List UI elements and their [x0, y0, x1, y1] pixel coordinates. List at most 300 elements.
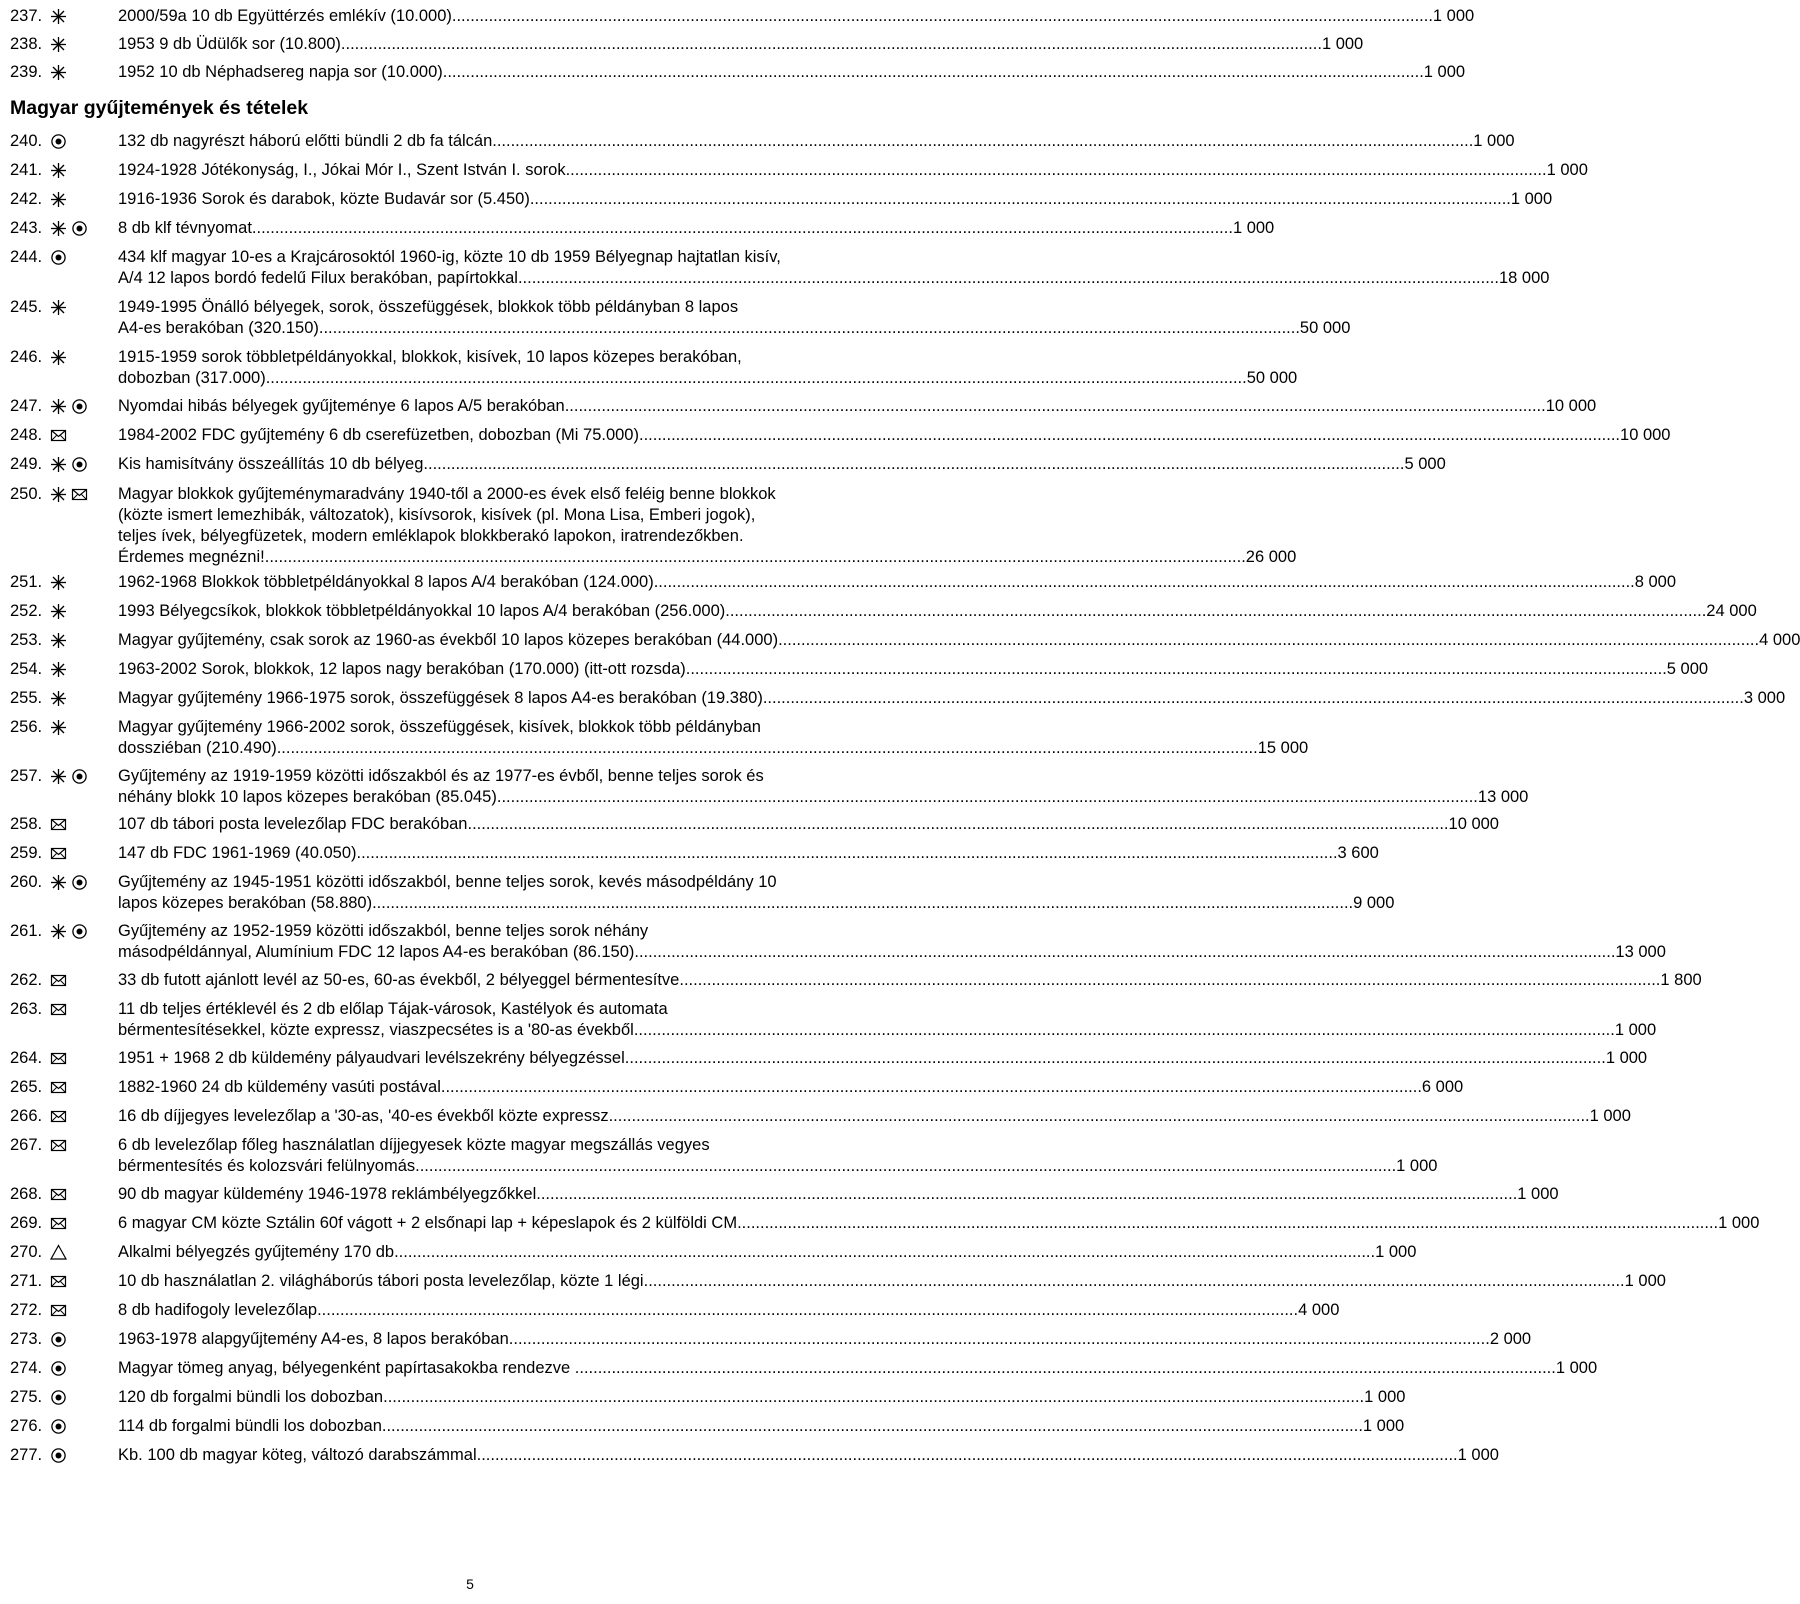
lot-number: 260.: [10, 873, 43, 891]
dot-leader: [357, 843, 1338, 864]
lot-description-last-line: [118, 1358, 1597, 1379]
lot-description: [118, 1184, 1559, 1205]
lot-description: [118, 1387, 1405, 1408]
lot-description-line: másodpéldánnyal, Alumínium FDC 12 lapos A4-es berakóban (86.150): [118, 943, 635, 961]
lot-description-last-line: [118, 843, 1379, 864]
used-icon: [71, 923, 88, 940]
lot-description-last-line: [118, 1020, 1656, 1041]
lot-description: [118, 717, 1308, 759]
unused-icon: [50, 456, 67, 473]
lot-description-line: 147 db FDC 1961-1969 (40.050): [118, 844, 357, 862]
cover-icon: [50, 816, 67, 833]
dot-leader: [477, 1445, 1458, 1466]
lot-price: 10 000: [1620, 426, 1671, 444]
used-icon: [50, 1418, 67, 1435]
lot-description-last-line: [118, 1213, 1759, 1234]
lot-price: 1 000: [1473, 132, 1515, 150]
lot-description-last-line: [118, 160, 1588, 181]
lot-description-last-line: [118, 1300, 1339, 1321]
lot-description-line: 132 db nagyrészt háború előtti bündli 2 db fa tálcán: [118, 132, 493, 150]
dot-leader: [265, 547, 1246, 568]
dot-leader: [625, 1048, 1606, 1069]
lot-description-last-line: [118, 1106, 1631, 1127]
lot-price: 50 000: [1246, 369, 1298, 387]
dot-leader: [372, 893, 1353, 914]
cover-icon: [50, 1137, 67, 1154]
lot-description-last-line: [118, 34, 1363, 55]
lot-number: 238.: [10, 35, 43, 53]
lot-description: [118, 999, 1656, 1041]
lot-description-line: lapos közepes berakóban (58.880): [118, 894, 373, 912]
lot-description-last-line: [118, 738, 1308, 759]
unused-icon: [50, 220, 67, 237]
lot-description-line: 10 db használatlan 2. világháborús tábori posta levelezőlap, közte 1 légi: [118, 1272, 644, 1290]
lot-price: 1 000: [1432, 7, 1475, 25]
dot-leader: [778, 630, 1759, 651]
lot-symbols: [50, 1387, 118, 1408]
cover-icon: [50, 1079, 67, 1096]
lot-price: 9 000: [1353, 894, 1395, 912]
unused-icon: [50, 661, 67, 678]
lot-description-line: 107 db tábori posta levelezőlap FDC berakóban: [118, 815, 468, 833]
lot-row: [10, 717, 1309, 759]
lot-symbols: [50, 843, 118, 864]
lot-number: 240.: [10, 132, 43, 150]
lot-description-line: 1962-1968 Blokkok többletpéldányokkal 8 lapos A/4 berakóban (124.000): [118, 573, 654, 591]
lot-description-line: Kb. 100 db magyar köteg, változó darabszámmal: [118, 1446, 477, 1464]
unused-icon: [50, 768, 67, 785]
lot-row: [10, 1077, 1464, 1098]
unused-icon: [50, 191, 67, 208]
lot-description-last-line: [118, 688, 1785, 709]
dot-leader: [639, 425, 1620, 446]
lot-row: [10, 1106, 1631, 1127]
lot-description-line: 434 klf magyar 10-es a Krajcárosoktól 1960-ig, közte 10 db 1959 Bélyegnap hajtatlan kisív,: [118, 248, 781, 266]
lot-description-last-line: [118, 659, 1708, 680]
lot-description-line: bérmentesítésekkel, közte expressz, viaszpecsétes is a '80-as évekből: [118, 1021, 634, 1039]
lot-description-line: teljes ívek, bélyegfüzetek, modern emléklapok blokkberakó lapokon, iratrendezőkben.: [118, 527, 744, 545]
unused-icon: [50, 398, 67, 415]
lot-description: [118, 34, 1363, 55]
lot-row: [10, 425, 1671, 446]
lot-price: 5 000: [1404, 455, 1446, 473]
page-number: 5: [466, 1576, 474, 1592]
lot-number: 270.: [10, 1243, 43, 1261]
lot-symbols: [50, 1271, 118, 1292]
dot-leader: [277, 738, 1258, 759]
lot-description: [118, 189, 1552, 210]
lot-row: [10, 131, 1515, 152]
dot-leader: [443, 62, 1424, 83]
lot-description-last-line: [118, 6, 1474, 27]
lot-description-line: Gyűjtemény az 1919-1959 közötti időszakból és az 1977-es évből, benne teljes sorok és: [118, 767, 764, 785]
lot-symbols: [50, 247, 118, 268]
lot-symbols: [50, 297, 118, 318]
lot-description-line: A4-es berakóban (320.150): [118, 319, 319, 337]
lot-description-line: dossziéban (210.490): [118, 739, 277, 757]
lot-number: 267.: [10, 1136, 43, 1154]
lot-number: 276.: [10, 1417, 43, 1435]
lot-description-line: Alkalmi bélyegzés gyűjtemény 170 db: [118, 1243, 395, 1261]
lot-row: [10, 484, 1297, 568]
lot-description-line: 8 db hadifogoly levelezőlap: [118, 1301, 318, 1319]
cover-icon: [50, 1273, 67, 1290]
dot-leader: [634, 942, 1615, 963]
lot-description-line: 8 db klf tévnyomat: [118, 219, 252, 237]
lot-description: [118, 1300, 1339, 1321]
dot-leader: [654, 572, 1635, 593]
lot-description: [118, 454, 1446, 475]
dot-leader: [415, 1156, 1396, 1177]
lot-description-line: 1916-1936 Sorok és darabok, közte Budavár sor (5.450): [118, 190, 530, 208]
lot-price: 1 000: [1423, 63, 1466, 81]
lot-price: 2 000: [1489, 1330, 1532, 1348]
lot-row: [10, 34, 1364, 55]
lot-symbols: [50, 1135, 118, 1156]
lot-symbols: [50, 659, 118, 680]
lot-symbols: [50, 1445, 118, 1466]
lot-row: [10, 247, 1550, 289]
lot-symbols: [50, 454, 118, 475]
lot-description: [118, 921, 1666, 963]
lot-description-line: 1951 + 1968 2 db küldemény pályaudvari levélszekrény bélyegzéssel: [118, 1049, 625, 1067]
cover-icon: [50, 1001, 67, 1018]
cover-icon: [50, 1108, 67, 1125]
lot-price: 1 000: [1375, 1243, 1417, 1261]
lot-description-line: Gyűjtemény az 1945-1951 közötti időszakból, benne teljes sorok, kevés másodpéldány 10: [118, 873, 777, 891]
lot-price: 10 000: [1448, 815, 1499, 833]
lot-description-line: 6 magyar CM közte Sztálin 60f vágott + 2 elsőnapi lap + képeslapok és 2 külföldi CM: [118, 1214, 738, 1232]
lot-number: 262.: [10, 971, 43, 989]
lot-price: 13 000: [1477, 788, 1529, 806]
lot-price: 1 000: [1546, 161, 1588, 179]
lot-row: [10, 814, 1499, 835]
lot-row: [10, 688, 1786, 709]
lot-description: [118, 814, 1499, 835]
lot-row: [10, 601, 1757, 622]
lot-description-last-line: [118, 454, 1446, 475]
dot-leader: [565, 396, 1546, 417]
dot-leader: [319, 318, 1300, 339]
lot-description: [118, 347, 1297, 389]
lot-description: [118, 131, 1515, 152]
lot-number: 245.: [10, 298, 43, 316]
lot-description-line: Magyar gyűjtemény 1966-1975 sorok, összefüggések 8 lapos A4-es berakóban (19.380): [118, 689, 763, 707]
lot-row: [10, 766, 1529, 808]
lot-symbols: [50, 484, 118, 505]
lot-description-last-line: [118, 601, 1757, 622]
unused-icon: [50, 299, 67, 316]
lot-description: [118, 1416, 1404, 1437]
lot-price: 1 000: [1589, 1107, 1631, 1125]
lot-price: 8 000: [1634, 573, 1677, 591]
lot-description-last-line: [118, 1242, 1416, 1263]
cover-icon: [50, 1050, 67, 1067]
lot-description: [118, 297, 1350, 339]
lot-description: [118, 766, 1528, 808]
lot-symbols: [50, 1213, 118, 1234]
lot-description-last-line: [118, 970, 1702, 991]
lot-description-last-line: [118, 1077, 1463, 1098]
lot-row: [10, 1387, 1406, 1408]
unused-icon: [50, 923, 67, 940]
lot-row: [10, 999, 1657, 1041]
cover-icon: [50, 845, 67, 862]
lot-symbols: [50, 1048, 118, 1069]
unused-icon: [50, 574, 67, 591]
lot-price: 26 000: [1245, 548, 1297, 566]
lot-description: [118, 572, 1676, 593]
lot-number: 251.: [10, 573, 43, 591]
lot-description-line: 1963-2002 Sorok, blokkok, 12 lapos nagy berakóban (170.000) (itt-ott rozsda): [118, 660, 686, 678]
lot-description-line: A/4 12 lapos bordó fedelű Filux berakóban, papírtokkal: [118, 269, 518, 287]
lot-row: [10, 189, 1553, 210]
unused-icon: [50, 874, 67, 891]
lot-description-line: 90 db magyar küldemény 1946-1978 reklámbélyegzőkkel: [118, 1185, 537, 1203]
lot-symbols: [50, 1184, 118, 1205]
lot-number: 259.: [10, 844, 43, 862]
lot-symbols: [50, 6, 118, 27]
dot-leader: [394, 1242, 1375, 1263]
lot-description-line: 1984-2002 FDC gyűjtemény 6 db cserefüzetben, dobozban (Mi 75.000): [118, 426, 639, 444]
lot-description-line: 1963-1978 alapgyűjtemény A4-es, 8 lapos berakóban: [118, 1330, 509, 1348]
lot-number: 243.: [10, 219, 43, 237]
lot-description-last-line: [118, 572, 1676, 593]
lot-number: 277.: [10, 1446, 43, 1464]
lot-number: 269.: [10, 1214, 43, 1232]
lot-description-last-line: [118, 814, 1499, 835]
lot-row: [10, 659, 1709, 680]
lot-price: 1 000: [1396, 1157, 1438, 1175]
lot-number: 239.: [10, 63, 43, 81]
lot-description-line: Kis hamisítvány összeállítás 10 db bélyeg: [118, 455, 424, 473]
lot-price: 1 800: [1660, 971, 1702, 989]
lot-number: 266.: [10, 1107, 43, 1125]
lot-symbols: [50, 34, 118, 55]
lot-symbols: [50, 1416, 118, 1437]
lot-description-last-line: [118, 1329, 1531, 1350]
lot-row: [10, 297, 1351, 339]
lot-description-last-line: [118, 1271, 1666, 1292]
used-icon: [50, 1331, 67, 1348]
triangle-icon: [50, 1244, 67, 1261]
lot-description-line: Magyar tömeg anyag, bélyegenként papírtasakokba rendezve: [118, 1359, 575, 1377]
lot-description-line: 120 db forgalmi bündli los dobozban: [118, 1388, 384, 1406]
lot-description-last-line: [118, 131, 1515, 152]
lot-row: [10, 970, 1702, 991]
lot-description: [118, 843, 1379, 864]
cover-icon: [50, 972, 67, 989]
lot-number: 275.: [10, 1388, 43, 1406]
cover-icon: [50, 1215, 67, 1232]
lot-number: 253.: [10, 631, 43, 649]
lot-symbols: [50, 131, 118, 152]
lot-description-last-line: [118, 396, 1596, 417]
unused-icon: [50, 690, 67, 707]
lot-price: 1 000: [1614, 1021, 1657, 1039]
lot-description-last-line: [118, 368, 1297, 389]
dot-leader: [497, 787, 1478, 808]
lot-price: 4 000: [1298, 1301, 1340, 1319]
lot-description-line: 114 db forgalmi bündli los dobozban: [118, 1417, 382, 1435]
lot-description: [118, 1135, 1437, 1177]
lot-number: 252.: [10, 602, 43, 620]
lot-symbols: [50, 630, 118, 651]
lot-row: [10, 1271, 1666, 1292]
lot-row: [10, 1358, 1598, 1379]
lot-number: 250.: [10, 485, 43, 503]
lot-symbols: [50, 999, 118, 1020]
lot-description-last-line: [118, 1156, 1437, 1177]
dot-leader: [566, 160, 1547, 181]
lot-price: 1 000: [1321, 35, 1364, 53]
used-icon: [71, 220, 88, 237]
lot-description-last-line: [118, 268, 1549, 289]
lot-symbols: [50, 921, 118, 942]
lot-number: 268.: [10, 1185, 43, 1203]
lot-symbols: [50, 160, 118, 181]
lot-price: 18 000: [1498, 269, 1550, 287]
lot-description-line: 1952 10 db Néphadsereg napja sor (10.000): [118, 63, 443, 81]
dot-leader: [737, 1213, 1718, 1234]
used-icon: [71, 456, 88, 473]
lot-symbols: [50, 688, 118, 709]
cover-icon: [71, 486, 88, 503]
lot-row: [10, 921, 1666, 963]
lot-description-line: 1924-1928 Jótékonyság, I., Jókai Mór I., Szent István I. sorok: [118, 161, 566, 179]
lot-description-last-line: [118, 1445, 1499, 1466]
lot-row: [10, 347, 1298, 389]
dot-leader: [467, 814, 1448, 835]
lot-number: 247.: [10, 397, 43, 415]
lot-number: 263.: [10, 1000, 43, 1018]
lot-number: 264.: [10, 1049, 43, 1067]
cover-icon: [50, 1186, 67, 1203]
lot-description-line: néhány blokk 10 lapos közepes berakóban (85.045): [118, 788, 497, 806]
lot-description-line: Gyűjtemény az 1952-1959 közötti időszakból, benne teljes sorok néhány: [118, 922, 649, 940]
lot-row: [10, 218, 1275, 239]
lot-price: 1 000: [1605, 1049, 1648, 1067]
lot-price: 1 000: [1362, 1417, 1405, 1435]
used-icon: [50, 249, 67, 266]
lot-row: [10, 160, 1588, 181]
lot-description-line: Érdemes megnézni!: [118, 548, 265, 566]
dot-leader: [536, 1184, 1517, 1205]
lot-price: 5 000: [1666, 660, 1709, 678]
lot-symbols: [50, 189, 118, 210]
lot-number: 248.: [10, 426, 43, 444]
unused-icon: [50, 64, 67, 81]
lot-description-line: 2000/59a 10 db Együttérzés emlékív (10.000): [118, 7, 452, 25]
lot-description-line: 1993 Bélyegcsíkok, blokkok többletpéldányokkal 10 lapos A/4 berakóban (256.000): [118, 602, 726, 620]
used-icon: [50, 1389, 67, 1406]
lot-row: [10, 843, 1379, 864]
lot-description-last-line: [118, 547, 1296, 568]
lot-price: 1 000: [1555, 1359, 1598, 1377]
lot-symbols: [50, 872, 118, 893]
dot-leader: [252, 218, 1233, 239]
lot-description: [118, 1077, 1463, 1098]
lot-description-line: 1915-1959 sorok többletpéldányokkal, blokkok, kisívek, 10 lapos közepes berakóban,: [118, 348, 742, 366]
dot-leader: [423, 454, 1404, 475]
cover-icon: [50, 1302, 67, 1319]
lot-row: [10, 1300, 1340, 1321]
lot-row: [10, 872, 1395, 914]
lot-price: 13 000: [1615, 943, 1666, 961]
lot-price: 15 000: [1257, 739, 1309, 757]
lot-description: [118, 62, 1465, 83]
lot-price: 1 000: [1517, 1185, 1559, 1203]
lot-price: 10 000: [1545, 397, 1597, 415]
lot-price: 1 000: [1510, 190, 1553, 208]
dot-leader: [266, 368, 1247, 389]
lot-price: 3 600: [1337, 844, 1379, 862]
dot-leader: [492, 131, 1473, 152]
lot-row: [10, 454, 1446, 475]
dot-leader: [609, 1106, 1590, 1127]
used-icon: [50, 1447, 67, 1464]
lot-price: 24 000: [1706, 602, 1757, 620]
dot-leader: [341, 34, 1322, 55]
lot-row: [10, 62, 1466, 83]
lot-description-line: Magyar gyűjtemény, csak sorok az 1960-as évekből 10 lapos közepes berakóban (44.000): [118, 631, 779, 649]
lot-description: [118, 218, 1274, 239]
dot-leader: [679, 970, 1660, 991]
lot-description-line: 1949-1995 Önálló bélyegek, sorok, összefüggések, blokkok több példányban 8 lapos: [118, 298, 739, 316]
lot-description: [118, 688, 1785, 709]
lot-symbols: [50, 1106, 118, 1127]
lot-symbols: [50, 62, 118, 83]
lot-description: [118, 396, 1596, 417]
lot-description: [118, 1329, 1531, 1350]
lot-number: 265.: [10, 1078, 43, 1096]
lot-number: 256.: [10, 718, 43, 736]
lot-description: [118, 1445, 1499, 1466]
lot-symbols: [50, 1242, 118, 1263]
lot-row: [10, 1213, 1760, 1234]
lot-row: [10, 1329, 1532, 1350]
dot-leader: [634, 1020, 1615, 1041]
unused-icon: [50, 719, 67, 736]
lot-row: [10, 572, 1677, 593]
lot-symbols: [50, 1358, 118, 1379]
lot-symbols: [50, 1077, 118, 1098]
lot-row: [10, 1445, 1499, 1466]
lot-number: 242.: [10, 190, 43, 208]
lot-description-line: 11 db teljes értéklevél és 2 db előlap Tájak-városok, Kastélyok és automata: [118, 1000, 668, 1018]
section-title: Magyar gyűjtemények és tételek: [10, 97, 309, 119]
lot-description: [118, 1106, 1631, 1127]
dot-leader: [763, 688, 1744, 709]
lot-symbols: [50, 572, 118, 593]
lot-row: [10, 396, 1597, 417]
lot-description: [118, 247, 1549, 289]
lot-description-line: 6 db levelezőlap főleg használatlan díjjegyesek közte magyar megszállás vegyes: [118, 1136, 710, 1154]
lot-description-last-line: [118, 1048, 1647, 1069]
used-icon: [71, 398, 88, 415]
lot-description-last-line: [118, 425, 1670, 446]
lot-row: [10, 1242, 1417, 1263]
lot-price: 1 000: [1624, 1272, 1666, 1290]
lot-price: 3 000: [1743, 689, 1786, 707]
lot-symbols: [50, 347, 118, 368]
lot-price: 1 000: [1232, 219, 1275, 237]
lot-description-last-line: [118, 630, 1800, 651]
lot-number: 274.: [10, 1359, 43, 1377]
lot-description: [118, 659, 1708, 680]
dot-leader: [530, 189, 1511, 210]
dot-leader: [725, 601, 1706, 622]
